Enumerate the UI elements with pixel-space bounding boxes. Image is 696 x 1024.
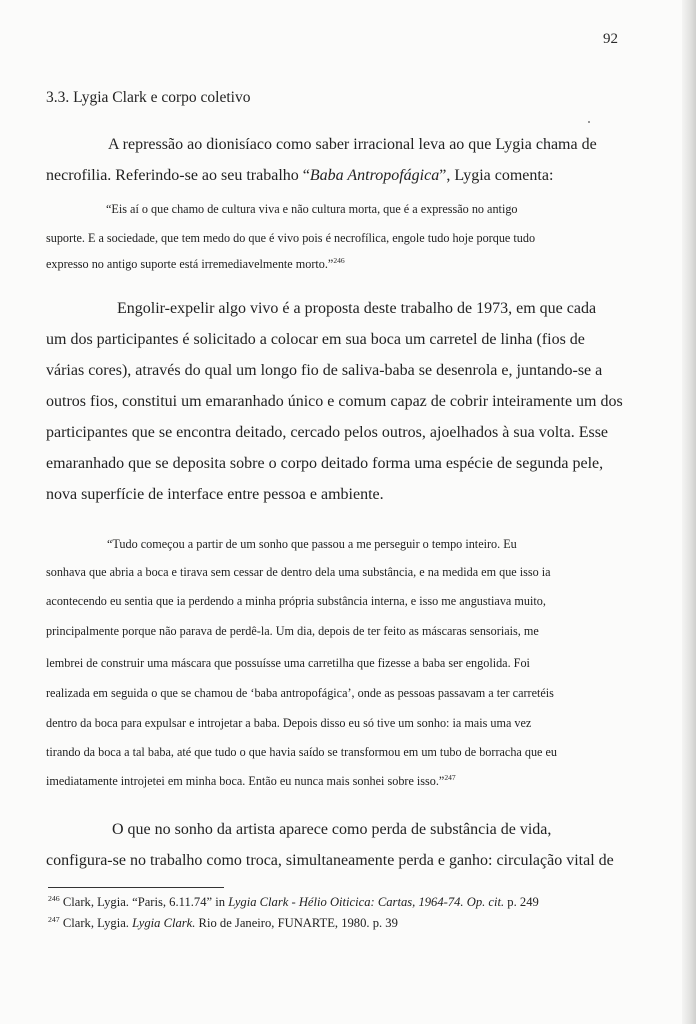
section-title: 3.3. Lygia Clark e corpo coletivo (46, 89, 251, 106)
footnote-number: 247 (48, 914, 60, 924)
quote-line: sonhava que abria a boca e tirava sem cessar de dentro dela uma substância, e na medida em que isso ia (46, 565, 551, 579)
footnote-number: 246 (48, 893, 60, 903)
quote-line: lembrei de construir uma máscara que possuísse uma carretilha que fizesse a baba ser engolida. Foi (46, 656, 530, 670)
paragraph-line: A repressão ao dionisíaco como saber irracional leva ao que Lygia chama de (108, 136, 597, 153)
quote-line: “Eis aí o que chamo de cultura viva e não cultura morta, que é a expressão no antigo (106, 202, 518, 216)
footnote-separator (48, 887, 224, 888)
footnote-reference: 247 (444, 772, 456, 782)
paragraph-line: Engolir-expelir algo vivo é a proposta deste trabalho de 1973, em que cada (117, 300, 597, 317)
footnote-246 (48, 895, 539, 910)
quote-line (46, 774, 456, 789)
artwork-title: Baba Antropofágica (309, 167, 440, 184)
quote-line: dentro da boca para expulsar e introjetar a baba. Depois disso eu só tive um sonho: ia mais uma vez (46, 716, 532, 730)
quote-text: expresso no antigo suporte está irremediavelmente morto.” (46, 257, 334, 271)
paragraph-line: configura-se no trabalho como troca, simultaneamente perda e ganho: circulação vital de (46, 852, 614, 869)
quote-line: tirando da boca a tal baba, até que tudo o que havia saído se transformou em um tubo de borracha que eu (46, 745, 558, 759)
footnote-text: Clark, Lygia. (59, 916, 133, 930)
paragraph-line: um dos participantes é solicitado a colocar em sua boca um carretel de linha (fios de (46, 331, 585, 348)
paragraph-line: participantes que se encontra deitado, cercado pelos outros, ajoelhados à sua volta. Esse (46, 424, 609, 441)
paragraph-line: nova superfície de interface entre pessoa e ambiente. (46, 486, 384, 503)
quote-line: suporte. E a sociedade, que tem medo do que é vivo pois é necrofílica, engole tudo hoje porque tudo (46, 231, 536, 245)
quote-text: imediatamente introjetei em minha boca. Então eu nunca mais sonhei sobre isso.” (46, 774, 445, 788)
quote-line: acontecendo eu sentia que ia perdendo a minha própria substância interna, e isso me angustiava muito, (46, 594, 546, 608)
footnote-247 (48, 916, 398, 931)
paragraph-text: necrofilia. Referindo-se ao seu trabalho “ (46, 167, 310, 184)
paragraph-text: ”, Lygia comenta: (439, 167, 554, 184)
quote-line: “Tudo começou a partir de um sonho que passou a me perseguir o tempo inteiro. Eu (107, 537, 517, 551)
footnote-text: Clark, Lygia. “Paris, 6.11.74” in (59, 895, 229, 909)
paragraph-line: outros fios, constitui um emaranhado único e comum capaz de cobrir inteiramente um dos (46, 393, 623, 410)
footnote-title: Lygia Clark. (132, 916, 196, 930)
footnote-title: Lygia Clark - Hélio Oiticica: Cartas, 1964-74. Op. cit. (228, 895, 505, 909)
footnote-reference: 246 (333, 255, 345, 265)
footnote-text: Rio de Janeiro, FUNARTE, 1980. p. 39 (195, 916, 398, 930)
paragraph-line (46, 167, 553, 185)
paragraph-line: O que no sonho da artista aparece como perda de substância de vida, (112, 821, 552, 838)
paragraph-line: várias cores), através do qual um longo fio de saliva-baba se desenrola e, juntando-se a (46, 362, 603, 379)
footnote-text: p. 249 (504, 895, 539, 909)
page-edge-shadow (682, 0, 696, 1024)
quote-line (46, 257, 345, 272)
speck-mark (588, 121, 590, 123)
quote-line: principalmente porque não parava de perdê-la. Um dia, depois de ter feito as máscaras sensoriais, me (46, 624, 539, 638)
paragraph-line: emaranhado que se deposita sobre o corpo deitado forma uma espécie de segunda pele, (46, 455, 604, 472)
page-number: 92 (603, 31, 618, 47)
quote-line: realizada em seguida o que se chamou de ‘baba antropofágica’, onde as pessoas passavam a ter carretéis (46, 686, 554, 700)
